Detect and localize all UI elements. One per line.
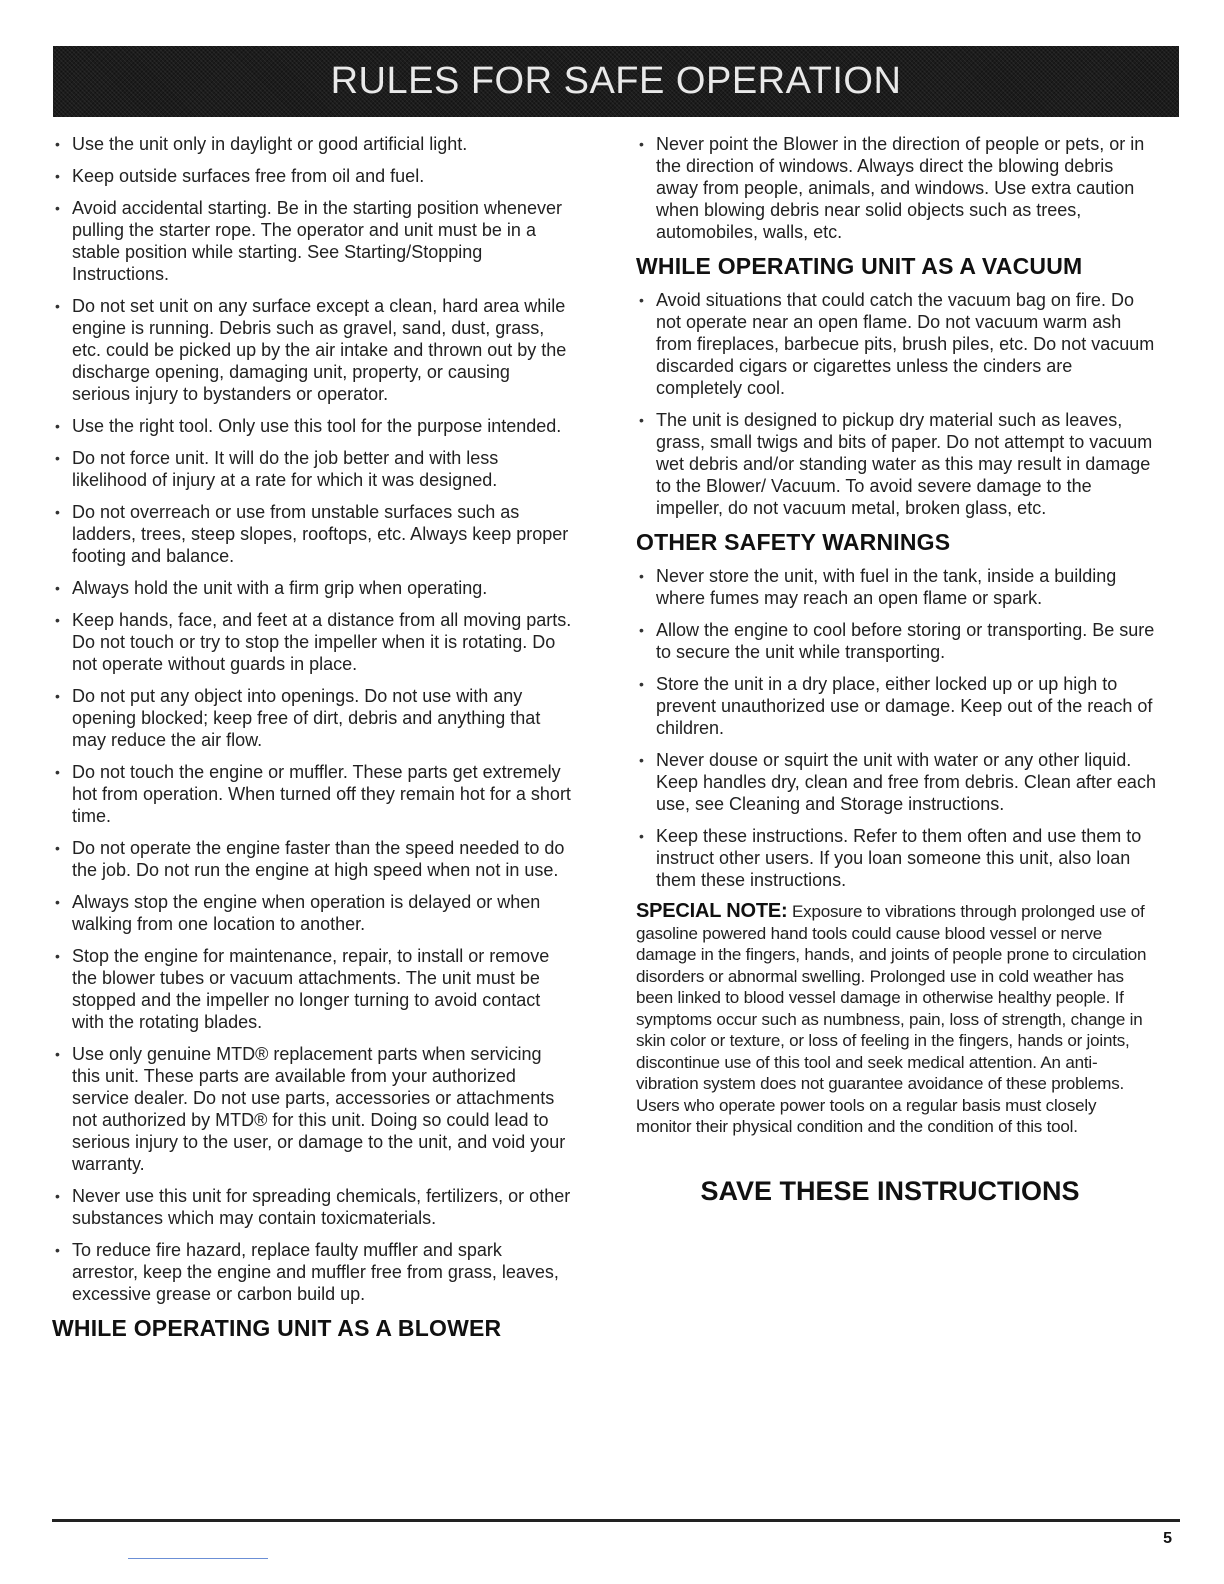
list-item: • Avoid accidental starting. Be in the starting position whenever pulling the starter rope. The operator and unit must be in a stable position while starting. See Starting/Stopping Instructions. (52, 197, 572, 285)
vacuum-section-heading: WHILE OPERATING UNIT AS A VACUUM (636, 253, 1083, 279)
list-item: • Always stop the engine when operation is delayed or when walking from one location to another. (52, 891, 572, 935)
list-item: • Do not touch the engine or muffler. These parts get extremely hot from operation. When turned off they remain hot for a short time. (52, 761, 572, 827)
list-item: • Store the unit in a dry place, either locked up or up high to prevent unauthorized use or damage. Keep out of the reach of children. (636, 673, 1156, 739)
list-item: • Never use this unit for spreading chemicals, fertilizers, or other substances which may contain toxicmaterials. (52, 1185, 572, 1229)
list-item: • Never store the unit, with fuel in the tank, inside a building where fumes may reach an open flame or spark. (636, 565, 1156, 609)
blower-section-heading: WHILE OPERATING UNIT AS A BLOWER (52, 1315, 502, 1341)
special-note (636, 901, 1156, 1138)
list-item: • Never point the Blower in the direction of people or pets, or in the direction of windows. Always direct the blowing debris away from people, animals, and windows. Use extra caution when blowing debris near solid objects such as trees, automobiles, walls, etc. (636, 133, 1156, 243)
header-banner (53, 46, 1179, 117)
list-item: • Use only genuine MTD® replacement parts when servicing this unit. These parts are available from your authorized service dealer. Do not use parts, accessories or attachments not authorized by MTD® for this unit. Doing so could lead to serious injury to the user, or damage to the unit, and void your warranty. (52, 1043, 572, 1175)
list-item: • The unit is designed to pickup dry material such as leaves, grass, small twigs and bits of paper. Do not attempt to vacuum wet debris and/or standing water as this may result in damage to the Blower/ Vacuum. To avoid severe damage to the impeller, do not vacuum metal, broken glass, etc. (636, 409, 1156, 519)
list-item: • Use the right tool. Only use this tool for the purpose intended. (52, 415, 572, 437)
list-item: • Never douse or squirt the unit with water or any other liquid. Keep handles dry, clean and free from debris. Clean after each use, see Cleaning and Storage instructions. (636, 749, 1156, 815)
list-item: • Do not set unit on any surface except a clean, hard area while engine is running. Debris such as gravel, sand, dust, grass, etc. could be picked up by the air intake and thrown out by the discharge opening, damaging unit, property, or causing serious injury to bystanders or operator. (52, 295, 572, 405)
list-item: • Always hold the unit with a firm grip when operating. (52, 577, 572, 599)
list-item: • Keep outside surfaces free from oil and fuel. (52, 165, 572, 187)
special-note-label: SPECIAL NOTE: (636, 900, 788, 922)
general-rules-list (52, 133, 572, 1305)
list-item: • Avoid situations that could catch the vacuum bag on fire. Do not operate near an open flame. Do not vacuum warm ash from fireplaces, barbecue pits, brush piles, etc. Do not vacuum discarded cigars or cigarettes unless the cinders are completely cool. (636, 289, 1156, 399)
list-item: • Use the unit only in daylight or good artificial light. (52, 133, 572, 155)
blower-rules-list (636, 133, 1156, 243)
list-item: • Keep these instructions. Refer to them often and use them to instruct other users. If you loan someone this unit, also loan them these instructions. (636, 825, 1156, 891)
list-item: • Do not force unit. It will do the job better and with less likelihood of injury at a rate for which it was designed. (52, 447, 572, 491)
list-item: • Do not overreach or use from unstable surfaces such as ladders, trees, steep slopes, rooftops, etc. Always keep proper footing and balance. (52, 501, 572, 567)
list-item: • Allow the engine to cool before storing or transporting. Be sure to secure the unit while transporting. (636, 619, 1156, 663)
list-item: • Stop the engine for maintenance, repair, to install or remove the blower tubes or vacuum attachments. The unit must be stopped and the impeller no longer turning to avoid contact with the rotating blades. (52, 945, 572, 1033)
footer-divider (52, 1519, 1180, 1522)
save-instructions-heading: SAVE THESE INSTRUCTIONS (700, 1175, 1080, 1206)
page-title: RULES FOR SAFE OPERATION (330, 60, 902, 102)
other-warnings-list (636, 565, 1156, 891)
special-note-text: Exposure to vibrations through prolonged use of gasoline powered hand tools could cause blood vessel or nerve damage in the fingers, hands, and joints of people prone to circulation disorders or abnormal swelling. Prolonged use in cold weather has been linked to blood vessel damage in otherwise healthy people. If symptoms occur such as numbness, pain, loss of strength, change in skin color or texture, or loss of feeling in the fingers, hands or joints, discontinue use of this tool and seek medical attention. An anti-vibration system does not guarantee avoidance of these problems. Users who operate power tools on a regular basis must closely monitor their physical condition and the condition of this tool. (636, 902, 1147, 1136)
list-item: • Do not operate the engine faster than the speed needed to do the job. Do not run the engine at high speed when not in use. (52, 837, 572, 881)
list-item: • To reduce fire hazard, replace faulty muffler and spark arrestor, keep the engine and muffler free from grass, leaves, excessive grease or carbon build up. (52, 1239, 572, 1305)
right-column (636, 133, 1156, 1207)
footer-underline (128, 1558, 268, 1559)
other-warnings-heading: OTHER SAFETY WARNINGS (636, 529, 951, 555)
vacuum-rules-list (636, 289, 1156, 519)
list-item: • Keep hands, face, and feet at a distance from all moving parts. Do not touch or try to stop the impeller when it is rotating. Do not operate without guards in place. (52, 609, 572, 675)
left-column (52, 133, 572, 1351)
page-number: 5 (1163, 1530, 1172, 1547)
list-item: • Do not put any object into openings. Do not use with any opening blocked; keep free of dirt, debris and anything that may reduce the air flow. (52, 685, 572, 751)
